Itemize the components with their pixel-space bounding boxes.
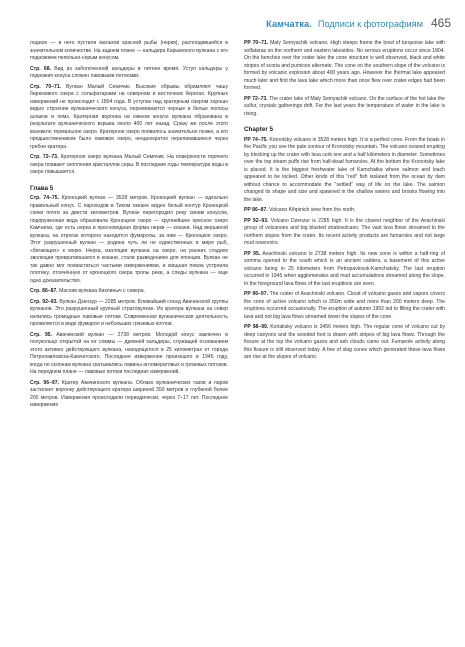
page-number: 465 xyxy=(430,16,451,30)
caption-paragraph xyxy=(244,207,445,215)
page-reference: PP 74–75. xyxy=(244,136,268,143)
chapter-heading: Chapter 5 xyxy=(244,126,274,133)
caption-text: Вид из заболоченной кальдеры в летнее время. Уступ кальдеры у подножия конуса сложен лавовыми потоками. xyxy=(30,65,228,79)
page-reference: Стр. 95. xyxy=(30,331,53,338)
running-subtitle: Подписи к фотографиям xyxy=(317,19,423,29)
caption-paragraph xyxy=(30,288,228,296)
caption-text: Вулкан Дзензур — 2285 метров. Ближайший сосед Авачинской группы вулканов. Это разрушенный крупный стратовулкан. Из кратера вулкана на север излились громадные лавовые потоки. Современная вулканическая деятельность проявляется в виде фумарол и небольших грязевых котлов. xyxy=(30,298,228,327)
caption-text: Кратерное озеро вулкана Малый Семячик. На поверхности горячего озера плавают скопления кристаллов серы. В последние годы температура воды в озере повышается. xyxy=(30,154,228,175)
caption-paragraph xyxy=(244,251,445,289)
page-reference: Стр. 70–71. xyxy=(30,83,62,90)
page-reference: PP 98–99. xyxy=(244,324,269,330)
caption-text: Volcano Kihpinich view from the north. xyxy=(269,207,356,213)
chapter-heading: Глава 5 xyxy=(30,184,54,192)
caption-paragraph xyxy=(30,195,228,285)
caption-text: Volcano Dzenzur is 2285 high. It is the closest neighbor of the Avachinski group of volcanoes and big blasted stratovolcano. The vast lava flows streamed to the northern slopes from the crater. Its recent activity products are fumaroles and not large mud reservoirs. xyxy=(244,217,445,246)
page-reference: Стр. 96–97. xyxy=(30,379,59,386)
caption-paragraph xyxy=(30,40,228,63)
page-reference: Стр. 68. xyxy=(30,65,51,72)
caption-paragraph xyxy=(30,84,228,152)
page-reference: PP 70–71. xyxy=(244,40,269,46)
page-reference: PP 86–87. xyxy=(244,207,268,213)
caption-text: Вулкан Малый Семячик. Высокие обрывы обрамляют чашу бирюзового озера с сольфатарами на северном и восточном берегах. Крупных извержений не происходит с 1804 года. В уступах над кратерным озером хорошо видно строение вулканического конуса, перемежаются черные и белые полосы шлаков и пемз. Кратерная воронка на южном конусе вулкана образована в результате вулканического взрыва около 400 лет назад. Сразу же после этого возникло термальное озеро. Кратерное озеро появилось значительно позже, а его предшественником было лавовое озеро, неоднократно переливавшееся через гребни кратера. xyxy=(30,83,228,150)
caption-paragraph xyxy=(244,96,445,119)
caption-paragraph xyxy=(30,380,228,410)
caption-text: Koriaksky volcano is 3456 meters high. The regular cone of volcano cut by deep canyons and the wooded foot is drawn with stripes of big lava flows. Through the fissure at the top the volcano gazes and ash clouds came out. Fumarole activity along this fissure is still observed today. A few of slag cones which generated these lava flows are rise at the slopes of volcano. xyxy=(244,324,445,360)
caption-text: Kronotsky volcano is 3528 meters high. It is a perfect cone. From the boats in the Pacific you see the pale contour of Kronotsky mountain. The volcano ceased erupting by blocking up the crater with lava cork one and a half kilometers in diameter. Sometimes over the top steam puffs rise from half-dead fumaroles. At the bottom the Kronotsky lake is placed. It is the biggest freshwater lake of Kamchatka where salmon and loach appeared to be locked. Other kinds of this "red" fish isolated from the ocean by dam without chance to accommodate the "settled" way of life on the lake. The salmon changed its shape and size and spawned in the shallow waters and brooks flowing into the lake. xyxy=(244,136,446,203)
caption-text: The crater lake of Maly Semyachik volcano. On the surface of the hot lake the sulfur, crystals gatherings drift. For the last years the temperature of water in the lake is rising. xyxy=(244,95,445,117)
caption-text: Кроноцкий вулкан — 3528 метров. Кроноцкий вулкан — идеально правильный конус. С пароходов в Тихом океане виден белый контур Кроноцкой сопки почти за двести километров. Вулкан перегородил реку своим конусом, подпруженная вода образовала Кроноцкое озеро — крупнейшее пресное озеро Камчатки, где есть нерка и пресноводная форма нерки — кокани. Над вершиной вулкана, на отрогах которого находятся фумаролы, за ним — Кроноцкое озеро. Этот разрушенный вулкан — родина чуть ли не единственных в мире рыб, «бегающих» к морю. Нерка, изоляция вулкана на озере, на ранних стадиях эволюции превратившаяся в кокани, стали разведением для японцев. Вулкан не так давно мог похвастаться частыми извержениями, и мощная пемза устроила плотину, отсечённую от кроноцкого озера тропы реки, а следы вулкана — еще одно доказательство. xyxy=(30,195,229,284)
caption-paragraph xyxy=(30,66,228,81)
caption-text: The crater of Avachinski volcano. Cloud of volcano gases and vapors covers the cone of active volcano which is 350m wide and more than 200 meters deep. The eruptions occurred occasionally. The eruption of autumn 1992 led to filling the crater with lava and not big lava flows streamed down the slopes of the cone. xyxy=(244,291,445,320)
page-reference: PP 92–93. xyxy=(244,217,269,224)
caption-paragraph xyxy=(244,291,445,321)
page-reference: Стр. 86–87. xyxy=(30,288,58,294)
caption-text: лодное — в него пустили мальков красной рыбы (нерки), расплодившейся в значительном количестве. На заднем плане — кальдера Карымского вулкана с его подножием пепельно-серым конусом. xyxy=(30,40,228,61)
caption-text: Авачинский вулкан — 2738 метров. Молодой конус заключен в полукольцо открытой на юг соммы — древней кальдеры, служащей основанием этого активно действующего вулкана, находящегося в 25 километрах от города Петропавловска-Камчатского. Последнее извержение произошло в 1945 году, когда по склонам вулкана скатывались лавины агломератовых и грязевых потоков. На переднем плане — лавовые потоки последних извержений. xyxy=(30,331,228,375)
page-reference: Стр. 74–75. xyxy=(30,195,59,201)
caption-paragraph xyxy=(244,137,445,205)
running-title: Камчатка. xyxy=(266,19,312,29)
page-reference: Стр. 72–73. xyxy=(30,154,59,160)
page-reference: PP 72–73. xyxy=(244,95,268,102)
caption-paragraph xyxy=(244,218,445,248)
caption-text: Массив вулкана Кихпиныч с севера. xyxy=(59,288,145,294)
caption-paragraph xyxy=(30,154,228,177)
page-reference: PP 95. xyxy=(244,250,261,257)
caption-paragraph xyxy=(30,332,228,377)
page-header xyxy=(266,16,451,30)
caption-paragraph xyxy=(30,299,228,329)
caption-text: Maly Semyachik volcano. High steeps frame the bowl of turquoise lake with solfataras on the northern and eastern lakesides. No serious eruptions occur since 1804. On the benches over the crater lake the cone structure is well observed, black and white stripes of scoria and pumices alternate. The cone on the southern slope of the volcano is formed by volcanic explosion about 400 years ago. However the thermal lake appeared much later and first the lava lake which more than once flew over crater edges had been formed. xyxy=(244,40,446,91)
caption-paragraph xyxy=(244,324,445,362)
left-column-russian xyxy=(30,40,228,413)
page-reference: Стр. 92–93. xyxy=(30,298,58,305)
caption-text: Кратер Авачинского вулкана. Облако вулканических газов и паров застилает воронку действующего кратера шириной 350 метров и глубиной более 200 метров. Извержения происходили периодически, через 7–17 лет. Последнее извержение xyxy=(30,379,228,408)
caption-paragraph xyxy=(244,40,445,93)
page-reference: PP 96–97. xyxy=(244,291,268,297)
caption-text: Avachinski volcano is 2738 meters high. Its new cone is within a half-ring of somma opened to the south which is an ancient caldera, a basement of this active volcano being in 25 kilometers from Petropavlovsk-Kamchatsky. The last eruption occurred in 1945 when agglomerates and mud accumulations streamed along the slope. In the foreground lava flows of the last eruptions are seen. xyxy=(244,250,445,287)
right-column-english xyxy=(244,40,445,365)
